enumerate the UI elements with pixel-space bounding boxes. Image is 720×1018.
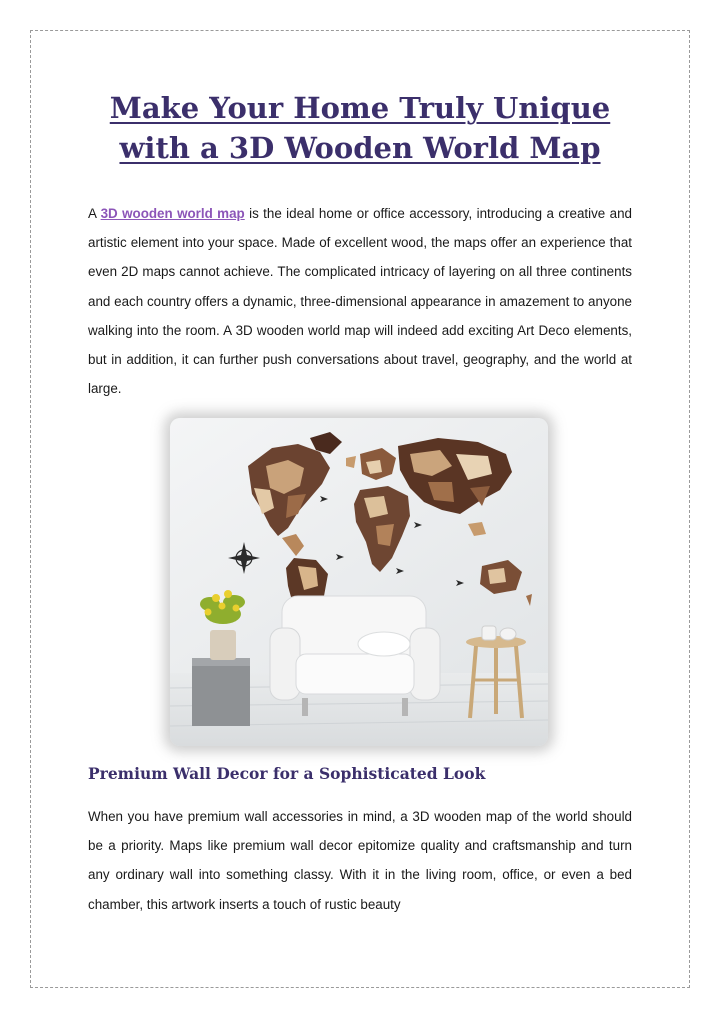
intro-text: is the ideal home or office accessory, introducing a creative and artistic element into your space. Made of excellent wood, the maps offer an experience that even 2D maps cannot achieve. The complicated intricacy of layering on all three continents and each country offers a dynamic, three-dimensional appearance in amazement to anyone walking into the room. A 3D wooden world map will indeed add exciting Art Deco elements, but in addition, it can further push conversations about travel, geography, and the world at large.	[88, 206, 632, 397]
intro-paragraph	[88, 199, 632, 403]
section-heading: Premium Wall Decor for a Sophisticated Look	[88, 764, 486, 783]
title-line-1: Make Your Home Truly Unique	[109, 91, 611, 125]
body-paragraph: When you have premium wall accessories in mind, a 3D wooden map of the world should be a priority. Maps like premium wall decor epitomize quality and craftsmanship and turn any ordinary wall into something classy. With it in the living room, office, or even a bed chamber, this artwork inserts a touch of rustic beauty	[88, 809, 632, 912]
title-line-2: with a 3D Wooden World Map	[119, 131, 601, 165]
page-title	[60, 88, 660, 168]
wooden-world-map-link[interactable]: 3D wooden world map	[100, 206, 245, 221]
intro-prefix: A	[88, 206, 101, 221]
room-photo	[170, 418, 548, 746]
